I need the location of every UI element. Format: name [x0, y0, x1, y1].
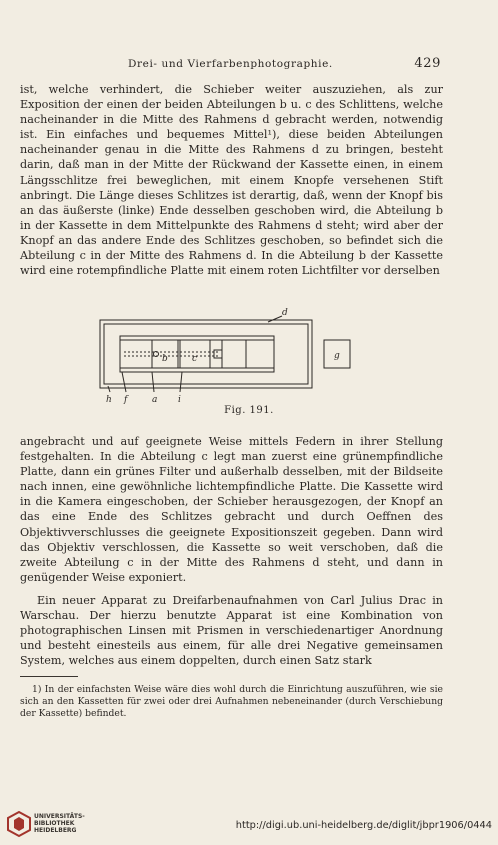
footnote: 1) In der einfachsten Weise wäre dies wohl durch die Einrichtung auszuführen, wie sie sich an den Kassetten für zwei oder drei Aufnahmen nebeneinander (durch Verschiebung der Kassette) befindet. — [20, 684, 443, 719]
paragraph-2: angebracht und auf geeignete Weise mittels Federn in ihrer Stellung festgehalten. In die Abteilung c legt man zuerst eine grünempfindliche Platte, dann ein grünes Filter und außerhalb desselben, mit der Bildseite nach innen, eine gewöhnliche lichtempfindliche Platte. Die Kassette wird in die Kamera eingeschoben, der Schieber herausgezogen, der Knopf an das eine Ende des Schlitzes gebracht und durch Oeffnen des Objektivverschlusses die geeignete Expositionszeit gegeben. Dann wird das Objektiv verschlossen, die Kassette so weit verschoben, daß die zweite Abteilung c in der Mitte des Rahmens d steht, und dann in genügender Weise exponiert. — [20, 435, 443, 584]
label-i: i — [178, 395, 181, 405]
running-title: Drei- und Vierfarbenphotographie. — [128, 58, 333, 70]
label-g: g — [334, 351, 340, 361]
footnote-rule — [20, 676, 78, 677]
label-f: f — [124, 395, 128, 405]
paragraph-1: ist, welche verhindert, die Schieber weiter auszuziehen, als zur Exposition der einen der beiden Abteilungen b u. c des Schlittens, welche nacheinander in die Mitte des Rahmens d gebracht werden, notwendig ist. Ein einfaches und bequemes Mittel¹), diese beiden Abteilungen nacheinander genau in die Mitte des Rahmens d zu bringen, besteht darin, daß man in der Mitte der Rückwand der Kassette einen, in einem Längsschlitze frei beweglichen, mit einem Knopfe versehenen Stift anbringt. Die Länge dieses Schlitzes ist derartig, daß, wenn der Knopf bis an das äußerste (linke) Ende desselben geschoben wird, die Abteilung b in der Kassette in dem Mittelpunkte des Rahmens d steht; wird aber der Knopf an das andere Ende des Schlitzes geschoben, so befindet sich die Abteilung c in der Mitte des Rahmens d. In die Abteilung b der Kassette wird eine rotempfindliche Platte mit einem roten Lichtfilter vor derselben — [20, 83, 443, 278]
figure-caption: Fig. 191. — [224, 405, 274, 416]
label-h: h — [106, 395, 112, 405]
library-name: UNIVERSITÄTS- BIBLIOTHEK HEIDELBERG — [34, 813, 85, 834]
label-d: d — [282, 308, 288, 318]
library-logo-icon — [6, 810, 32, 838]
figure-191-diagram — [96, 306, 366, 406]
label-c: c — [192, 354, 198, 364]
frame-d — [100, 320, 312, 388]
page-footer — [0, 808, 498, 845]
paragraph-3: Ein neuer Apparat zu Dreifarbenaufnahmen von Carl Julius Drac in Warschau. Der hierzu benutzte Apparat ist eine Kombination von photographischen Linsen mit Prismen in verschiedenartiger Anordnung und besteht einesteils aus einem, für alle drei Negative gemeinsamen System, welches aus einem doppelten, durch einen Satz stark — [20, 594, 443, 668]
frame-d-inner — [104, 324, 308, 384]
label-b: b — [162, 354, 168, 364]
page-number: 429 — [414, 56, 441, 71]
label-a: a — [152, 395, 158, 405]
source-url[interactable]: http://digi.ub.uni-heidelberg.de/diglit/jbpr1906/0444 — [235, 820, 492, 831]
